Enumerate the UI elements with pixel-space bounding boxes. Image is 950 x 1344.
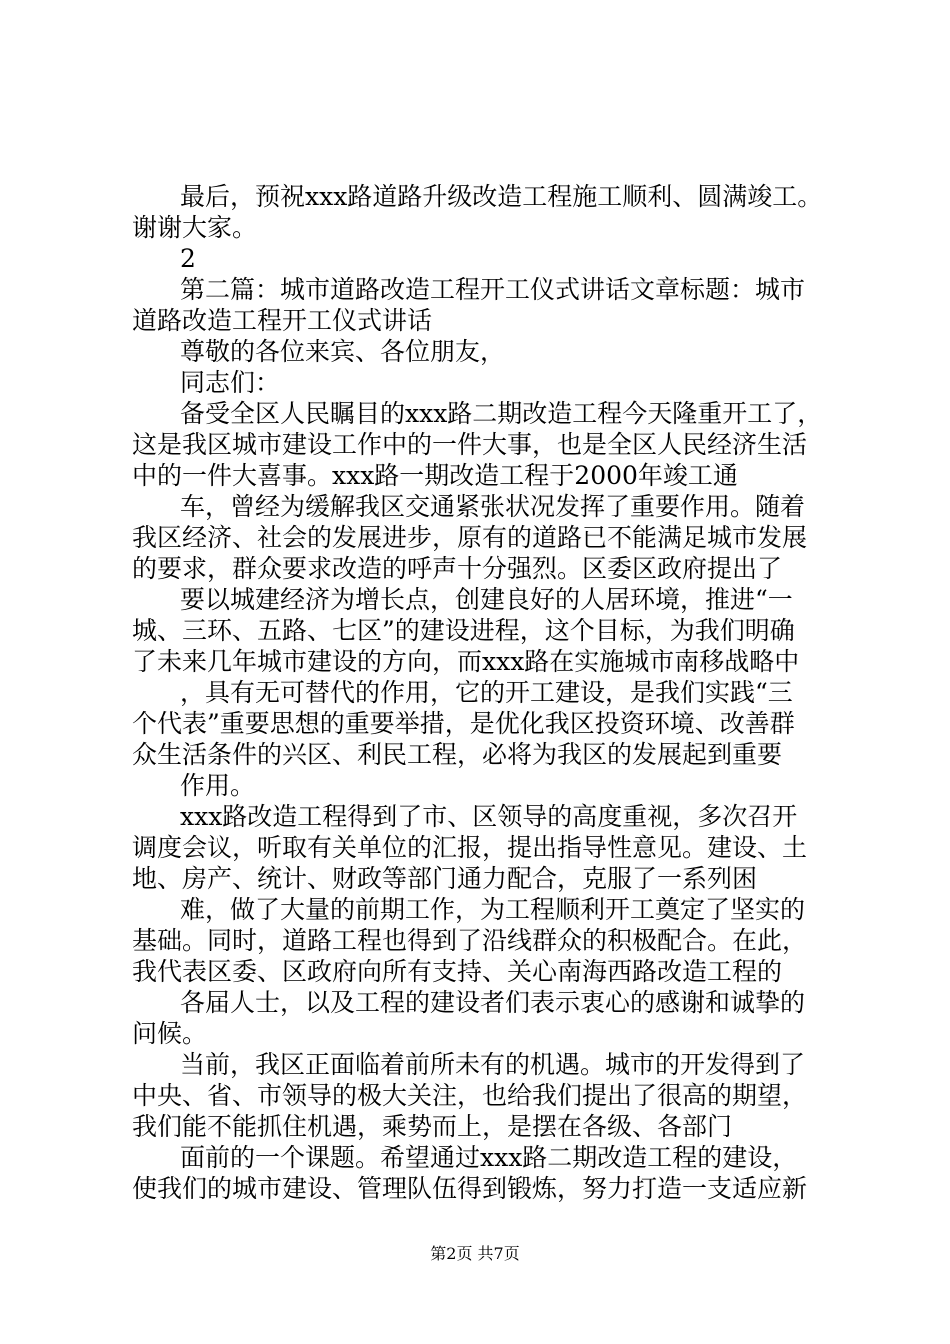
text-line: 各届人士，以及工程的建设者们表示衷心的感谢和诚挚的 bbox=[180, 988, 806, 1017]
text-line: 要以城建经济为增长点，创建良好的人居环境，推进“一 bbox=[180, 585, 793, 614]
section-heading: 第二篇：城市道路改造工程开工仪式讲话文章标题：城市 bbox=[180, 275, 806, 304]
text-line: 这是我区城市建设工作中的一件大事，也是全区人民经济生活 bbox=[132, 430, 808, 459]
text-line: 当前，我区正面临着前所未有的机遇。城市的开发得到了 bbox=[180, 1050, 806, 1079]
text-line: 我区经济、社会的发展进步，原有的道路已不能满足城市发展 bbox=[132, 523, 808, 552]
text-line: 作用。 bbox=[180, 771, 256, 800]
text-line: 问候。 bbox=[132, 1019, 208, 1048]
text-line: 中的一件大喜事。xxx路一期改造工程于2000年竣工通 bbox=[132, 461, 738, 490]
text-line: 中央、省、市领导的极大关注，也给我们提出了很高的期望， bbox=[132, 1081, 808, 1110]
salutation: 同志们： bbox=[180, 368, 281, 397]
text-line: 我们能不能抓住机遇，乘势而上，是摆在各级、各部门 bbox=[132, 1112, 733, 1141]
text-line: 使我们的城市建设、管理队伍得到锻炼，努力打造一支适应新 bbox=[132, 1174, 808, 1203]
text-line: xxx路改造工程得到了市、区领导的高度重视，多次召开 bbox=[180, 802, 798, 831]
salutation: 尊敬的各位来宾、各位朋友， bbox=[180, 337, 506, 366]
text-line: 面前的一个课题。希望通过xxx路二期改造工程的建设， bbox=[180, 1143, 798, 1172]
text-line: 城、三环、五路、七区”的建设进程，这个目标，为我们明确 bbox=[132, 616, 795, 645]
text-line: 最后，预祝xxx路道路升级改造工程施工顺利、圆满竣工。 bbox=[180, 182, 823, 211]
section-heading: 道路改造工程开工仪式讲话 bbox=[132, 306, 433, 335]
text-line: 了未来几年城市建设的方向，而xxx路在实施城市南移战略中 bbox=[132, 647, 800, 676]
text-line: ，具有无可替代的作用，它的开工建设，是我们实践“三 bbox=[180, 678, 793, 707]
text-line: 备受全区人民瞩目的xxx路二期改造工程今天隆重开工了， bbox=[180, 399, 823, 428]
text-line: 的要求，群众要求改造的呼声十分强烈。区委区政府提出了 bbox=[132, 554, 783, 583]
text-line: 个代表”重要思想的重要举措，是优化我区投资环境、改善群 bbox=[132, 709, 795, 738]
text-line: 调度会议，听取有关单位的汇报，提出指导性意见。建设、土 bbox=[132, 833, 808, 862]
page-number-marker: 2 bbox=[180, 244, 196, 273]
text-line: 谢谢大家。 bbox=[132, 213, 258, 242]
text-line: 车，曾经为缓解我区交通紧张状况发挥了重要作用。随着 bbox=[180, 492, 806, 521]
text-line: 难，做了大量的前期工作，为工程顺利开工奠定了坚实的 bbox=[180, 895, 806, 924]
text-line: 众生活条件的兴区、利民工程，必将为我区的发展起到重要 bbox=[132, 740, 783, 769]
page-footer: 第2页 共7页 bbox=[430, 1244, 520, 1263]
text-line: 地、房产、统计、财政等部门通力配合，克服了一系列困 bbox=[132, 864, 758, 893]
text-line: 我代表区委、区政府向所有支持、关心南海西路改造工程的 bbox=[132, 957, 783, 986]
text-line: 基础。同时，道路工程也得到了沿线群众的积极配合。在此， bbox=[132, 926, 808, 955]
